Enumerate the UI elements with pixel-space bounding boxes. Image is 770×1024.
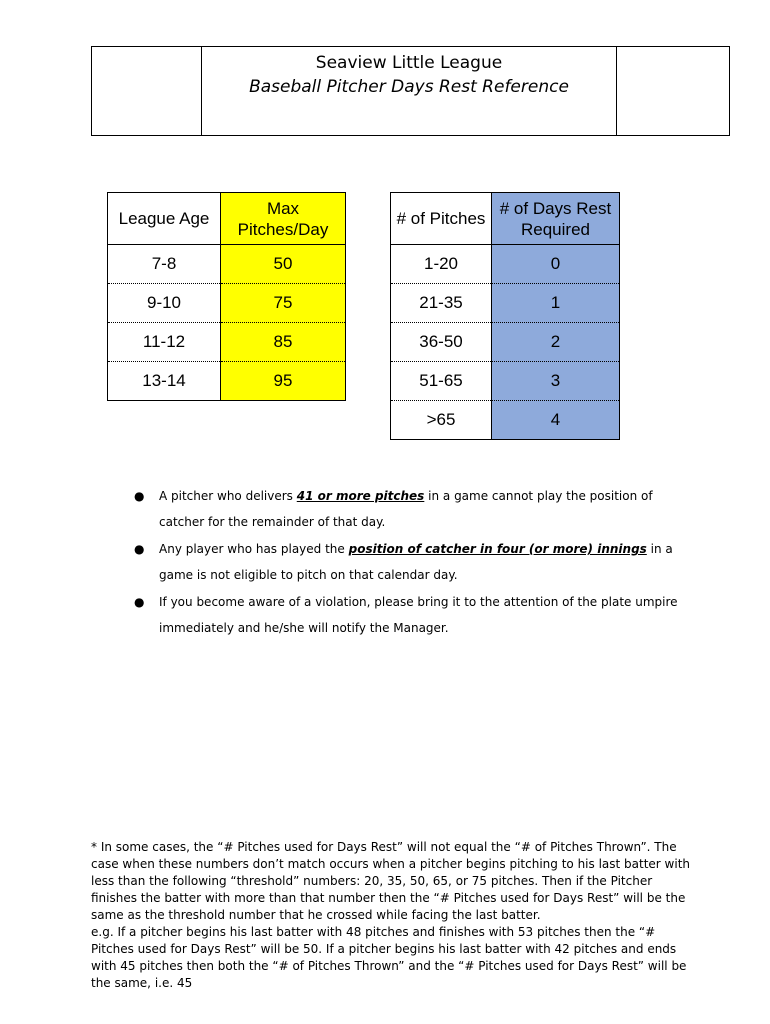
header-right-cell: [616, 47, 729, 135]
pitches-range-cell: 1-20: [391, 245, 492, 284]
league-age-cell: 13-14: [108, 362, 221, 401]
days-rest-cell: 3: [492, 362, 620, 401]
league-age-cell: 9-10: [108, 284, 221, 323]
footnote: [91, 839, 691, 992]
bullet-icon: ●: [134, 489, 145, 503]
league-age-cell: 11-12: [108, 323, 221, 362]
bullet-icon: ●: [134, 542, 145, 556]
max-pitches-cell: 50: [221, 245, 346, 284]
table-row: [108, 362, 346, 401]
header-max-pitches: Max Pitches/Day: [221, 193, 346, 245]
rule-text: in a game is not eligible to pitch on that calendar day.: [159, 542, 673, 582]
days-rest-table: [390, 192, 620, 440]
rule-item: [118, 536, 678, 588]
days-rest-cell: 1: [492, 284, 620, 323]
rule-emphasis: 41 or more pitches: [296, 489, 425, 503]
footnote-example: e.g. If a pitcher begins his last batter with 48 pitches and finishes with 53 pitches then the “# Pitches used for Days Rest” will be 50. If a pitcher begins his last batter with 42 pitches and ends with 45 pitches then both the “# of Pitches Thrown” and the “# Pitches used for Days Rest” will be the same, i.e. 45: [91, 925, 687, 990]
header-num-pitches: # of Pitches: [391, 193, 492, 245]
max-pitches-cell: 75: [221, 284, 346, 323]
rule-text: in a game cannot play the position of catcher for the remainder of that day.: [159, 489, 653, 529]
rule-item: [118, 589, 678, 641]
pitches-range-cell: 36-50: [391, 323, 492, 362]
days-rest-cell: 4: [492, 401, 620, 440]
header-left-cell: [92, 47, 202, 135]
pitches-range-cell: 21-35: [391, 284, 492, 323]
table-row: [391, 362, 620, 401]
table-row: [391, 401, 620, 440]
rule-emphasis: position of catcher in four (or more) innings: [348, 542, 647, 556]
header-league-age: League Age: [108, 193, 221, 245]
max-pitches-cell: 95: [221, 362, 346, 401]
table-row: [108, 284, 346, 323]
table-row: [391, 245, 620, 284]
days-rest-cell: 0: [492, 245, 620, 284]
rule-text: A pitcher who delivers: [159, 489, 297, 503]
table-header-row: [391, 193, 620, 245]
league-age-cell: 7-8: [108, 245, 221, 284]
table-row: [391, 284, 620, 323]
rule-text: Any player who has played the: [159, 542, 349, 556]
days-rest-cell: 2: [492, 323, 620, 362]
table-header-row: [108, 193, 346, 245]
rule-item: [118, 483, 678, 535]
table-row: [108, 245, 346, 284]
org-name: Seaview Little League: [315, 53, 503, 73]
bullet-icon: ●: [134, 595, 145, 609]
pitches-range-cell: >65: [391, 401, 492, 440]
rule-text: If you become aware of a violation, please bring it to the attention of the plate umpire immediately and he/she will notify the Manager.: [159, 595, 678, 635]
max-pitches-cell: 85: [221, 323, 346, 362]
header-title-cell: [202, 47, 616, 135]
pitches-range-cell: 51-65: [391, 362, 492, 401]
footnote-paragraph: * In some cases, the “# Pitches used for Days Rest” will not equal the “# of Pitches Thrown”. The case when these numbers don’t match occurs when a pitcher begins pitching to his last batter with less than the following “threshold” numbers: 20, 35, 50, 65, or 75 pitches. Then if the Pitcher finishes the batter with more than that number then the “# Pitches used for Days Rest” will be the same as the threshold number that he crossed while facing the last batter.: [91, 840, 691, 922]
doc-title: Baseball Pitcher Days Rest Reference: [249, 77, 569, 97]
rules-list: [118, 483, 678, 642]
table-row: [391, 323, 620, 362]
league-age-table: [107, 192, 346, 401]
table-row: [108, 323, 346, 362]
header-days-rest: # of Days Rest Required: [492, 193, 620, 245]
header-box: [91, 46, 730, 136]
